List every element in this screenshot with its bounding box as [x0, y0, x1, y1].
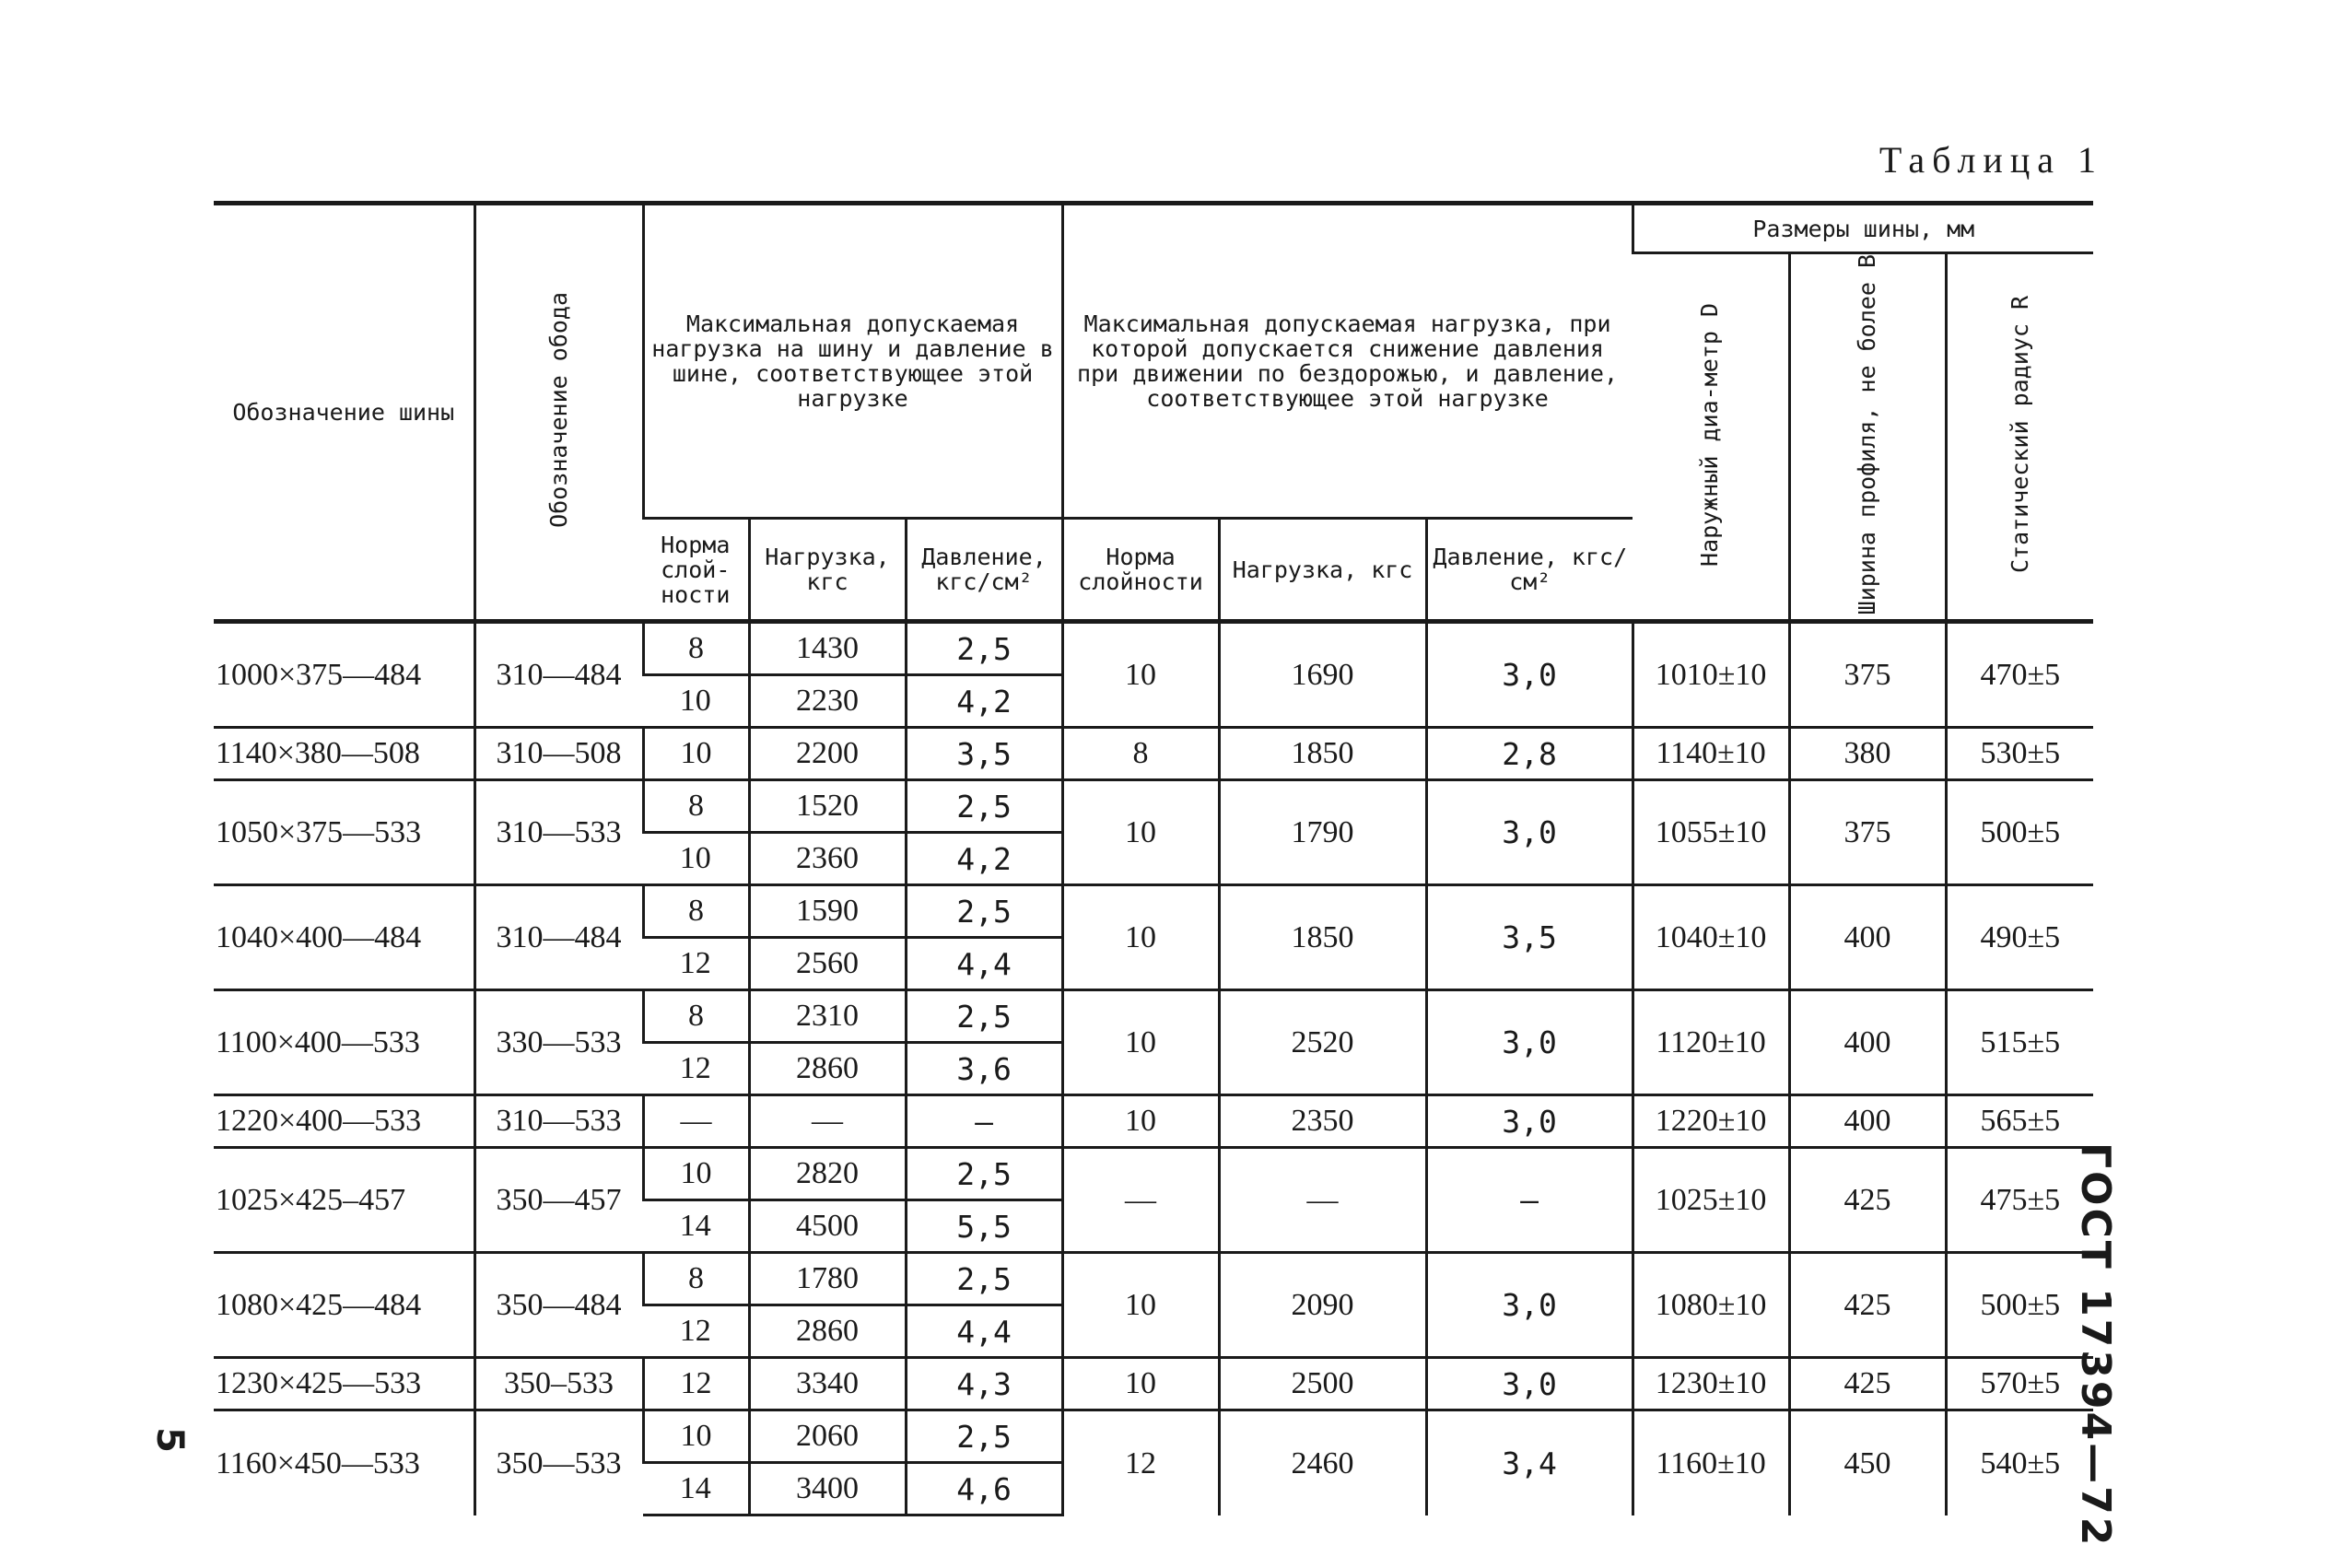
standard-label: ГОСТ 17394—72 — [2072, 1142, 2119, 1549]
cell-tire: 1080×425—484 — [214, 1253, 474, 1358]
header-ply-2: Норма слойности — [1062, 519, 1219, 622]
table-row — [214, 885, 2093, 938]
cell-ply: 10 — [643, 833, 749, 885]
cell-load: — — [749, 1095, 906, 1148]
cell-pressure: 4,3 — [906, 1358, 1062, 1410]
cell-pressure-2: 3,4 — [1426, 1410, 1633, 1515]
cell-ply: 12 — [643, 1305, 749, 1358]
cell-radius: 515±5 — [1946, 990, 2093, 1095]
cell-load-2: 2460 — [1219, 1410, 1426, 1515]
cell-load: 1430 — [749, 622, 906, 675]
cell-load-2: 2520 — [1219, 990, 1426, 1095]
table-row — [214, 1253, 2093, 1305]
cell-ply: 10 — [643, 1148, 749, 1200]
cell-tire: 1220×400—533 — [214, 1095, 474, 1148]
header-rim: Обозначение обода — [474, 204, 643, 622]
cell-rim: 330—533 — [474, 990, 643, 1095]
cell-load: 2310 — [749, 990, 906, 1043]
cell-pressure: — — [906, 1095, 1062, 1148]
cell-load: 1520 — [749, 780, 906, 833]
cell-rim: 310—533 — [474, 1095, 643, 1148]
cell-load: 2820 — [749, 1148, 906, 1200]
cell-tire: 1025×425–457 — [214, 1148, 474, 1253]
cell-load: 3400 — [749, 1463, 906, 1515]
cell-width: 380 — [1789, 728, 1946, 780]
cell-load: 2560 — [749, 938, 906, 990]
header-diameter: Наружный диа-метр D — [1633, 253, 1789, 622]
cell-load: 4500 — [749, 1200, 906, 1253]
page-number: 5 — [147, 1427, 191, 1453]
cell-tire: 1160×450—533 — [214, 1410, 474, 1515]
cell-rim: 310—484 — [474, 885, 643, 990]
cell-pressure: 4,2 — [906, 833, 1062, 885]
cell-pressure-2: 3,0 — [1426, 990, 1633, 1095]
cell-width: 400 — [1789, 1095, 1946, 1148]
cell-rim: 350–533 — [474, 1358, 643, 1410]
tire-spec-table — [214, 201, 2093, 1516]
cell-diameter: 1080±10 — [1633, 1253, 1789, 1358]
table-body — [214, 622, 2093, 1515]
cell-pressure-2: 3,5 — [1426, 885, 1633, 990]
cell-pressure: 4,4 — [906, 938, 1062, 990]
cell-load-2: 1850 — [1219, 885, 1426, 990]
cell-ply-2: 10 — [1062, 1095, 1219, 1148]
cell-ply: 10 — [643, 728, 749, 780]
cell-load: 1590 — [749, 885, 906, 938]
cell-diameter: 1160±10 — [1633, 1410, 1789, 1515]
cell-radius: 565±5 — [1946, 1095, 2093, 1148]
cell-width: 425 — [1789, 1148, 1946, 1253]
cell-pressure-2: 3,0 — [1426, 1253, 1633, 1358]
table-row — [214, 780, 2093, 833]
header-ply-1: Норма слой-ности — [643, 519, 749, 622]
table-row — [214, 622, 2093, 675]
cell-ply-2: 12 — [1062, 1410, 1219, 1515]
cell-tire: 1140×380—508 — [214, 728, 474, 780]
table-row — [214, 1148, 2093, 1200]
cell-ply: 8 — [643, 1253, 749, 1305]
cell-pressure: 3,5 — [906, 728, 1062, 780]
cell-pressure: 3,6 — [906, 1043, 1062, 1095]
cell-width: 425 — [1789, 1358, 1946, 1410]
cell-load-2: 1690 — [1219, 622, 1426, 728]
cell-pressure: 2,5 — [906, 990, 1062, 1043]
cell-load-2: 2500 — [1219, 1358, 1426, 1410]
cell-radius: 470±5 — [1946, 622, 2093, 728]
header-load-1: Нагрузка, кгс — [749, 519, 906, 622]
header-pressure-2: Давление, кгс/см² — [1426, 519, 1633, 622]
cell-width: 450 — [1789, 1410, 1946, 1515]
cell-rim: 310—484 — [474, 622, 643, 728]
cell-ply: 10 — [643, 1410, 749, 1463]
cell-pressure: 2,5 — [906, 1253, 1062, 1305]
cell-radius: 540±5 — [1946, 1410, 2093, 1515]
table-row — [214, 1410, 2093, 1463]
cell-load-2: — — [1219, 1148, 1426, 1253]
header-group-reduced-pressure: Максимальная допускаемая нагрузка, при которой допускается снижение давления при движении по бездорожью, и давление, соответствующее этой нагрузке — [1062, 204, 1633, 519]
cell-pressure-2: 3,0 — [1426, 1358, 1633, 1410]
header-tire: Обозначение шины — [214, 204, 474, 622]
cell-pressure-2: 3,0 — [1426, 780, 1633, 885]
cell-diameter: 1220±10 — [1633, 1095, 1789, 1148]
cell-pressure: 2,5 — [906, 1148, 1062, 1200]
header-radius: Статический радиус R — [1946, 253, 2093, 622]
cell-radius: 500±5 — [1946, 780, 2093, 885]
cell-load-2: 2090 — [1219, 1253, 1426, 1358]
cell-rim: 350—457 — [474, 1148, 643, 1253]
cell-tire: 1000×375—484 — [214, 622, 474, 728]
cell-load: 1780 — [749, 1253, 906, 1305]
cell-ply-2: 10 — [1062, 1253, 1219, 1358]
cell-diameter: 1140±10 — [1633, 728, 1789, 780]
cell-width: 375 — [1789, 622, 1946, 728]
cell-load: 2230 — [749, 675, 906, 728]
cell-tire: 1050×375—533 — [214, 780, 474, 885]
header-pressure-1: Давление, кгс/см² — [906, 519, 1062, 622]
cell-tire: 1230×425—533 — [214, 1358, 474, 1410]
table-row — [214, 728, 2093, 780]
table-row — [214, 1095, 2093, 1148]
cell-diameter: 1025±10 — [1633, 1148, 1789, 1253]
cell-tire: 1100×400—533 — [214, 990, 474, 1095]
cell-load: 2060 — [749, 1410, 906, 1463]
cell-pressure: 2,5 — [906, 622, 1062, 675]
cell-pressure: 4,2 — [906, 675, 1062, 728]
cell-load: 2860 — [749, 1305, 906, 1358]
cell-ply: 12 — [643, 938, 749, 990]
cell-width: 375 — [1789, 780, 1946, 885]
cell-width: 400 — [1789, 990, 1946, 1095]
cell-pressure-2: — — [1426, 1148, 1633, 1253]
cell-pressure-2: 3,0 — [1426, 622, 1633, 728]
table-row — [214, 990, 2093, 1043]
cell-load-2: 2350 — [1219, 1095, 1426, 1148]
cell-rim: 350—533 — [474, 1410, 643, 1515]
cell-pressure: 2,5 — [906, 885, 1062, 938]
cell-radius: 500±5 — [1946, 1253, 2093, 1358]
cell-ply-2: — — [1062, 1148, 1219, 1253]
cell-ply: 14 — [643, 1200, 749, 1253]
cell-load: 2860 — [749, 1043, 906, 1095]
cell-ply: 12 — [643, 1043, 749, 1095]
cell-load-2: 1790 — [1219, 780, 1426, 885]
cell-load: 3340 — [749, 1358, 906, 1410]
cell-load: 2360 — [749, 833, 906, 885]
header-tire-sizes: Размеры шины, мм — [1633, 204, 2093, 253]
cell-pressure-2: 2,8 — [1426, 728, 1633, 780]
cell-rim: 310—508 — [474, 728, 643, 780]
cell-ply-2: 10 — [1062, 885, 1219, 990]
cell-tire: 1040×400—484 — [214, 885, 474, 990]
cell-pressure: 2,5 — [906, 780, 1062, 833]
cell-radius: 530±5 — [1946, 728, 2093, 780]
cell-pressure: 4,4 — [906, 1305, 1062, 1358]
cell-ply: 8 — [643, 780, 749, 833]
cell-ply-2: 10 — [1062, 622, 1219, 728]
cell-diameter: 1055±10 — [1633, 780, 1789, 885]
cell-width: 400 — [1789, 885, 1946, 990]
cell-ply: 8 — [643, 885, 749, 938]
header-width: Ширина профиля, не более B — [1789, 253, 1946, 622]
cell-radius: 475±5 — [1946, 1148, 2093, 1253]
cell-radius: 570±5 — [1946, 1358, 2093, 1410]
cell-pressure: 2,5 — [906, 1410, 1062, 1463]
cell-rim: 310—533 — [474, 780, 643, 885]
cell-ply-2: 8 — [1062, 728, 1219, 780]
cell-ply-2: 10 — [1062, 990, 1219, 1095]
cell-pressure: 5,5 — [906, 1200, 1062, 1253]
header-load-2: Нагрузка, кгс — [1219, 519, 1426, 622]
cell-ply: 8 — [643, 990, 749, 1043]
cell-load: 2200 — [749, 728, 906, 780]
cell-ply: 12 — [643, 1358, 749, 1410]
cell-diameter: 1010±10 — [1633, 622, 1789, 728]
cell-width: 425 — [1789, 1253, 1946, 1358]
cell-ply-2: 10 — [1062, 780, 1219, 885]
cell-ply: 14 — [643, 1463, 749, 1515]
cell-radius: 490±5 — [1946, 885, 2093, 990]
cell-ply-2: 10 — [1062, 1358, 1219, 1410]
table-caption: Таблица 1 — [1878, 139, 2103, 181]
cell-load-2: 1850 — [1219, 728, 1426, 780]
cell-pressure: 4,6 — [906, 1463, 1062, 1515]
cell-ply: — — [643, 1095, 749, 1148]
cell-ply: 8 — [643, 622, 749, 675]
cell-ply: 10 — [643, 675, 749, 728]
cell-rim: 350—484 — [474, 1253, 643, 1358]
table-row — [214, 1358, 2093, 1410]
header-group-max-load: Максимальная допускаемая нагрузка на шину и давление в шине, соответствующее этой нагрузке — [643, 204, 1062, 519]
cell-diameter: 1120±10 — [1633, 990, 1789, 1095]
cell-pressure-2: 3,0 — [1426, 1095, 1633, 1148]
cell-diameter: 1230±10 — [1633, 1358, 1789, 1410]
cell-diameter: 1040±10 — [1633, 885, 1789, 990]
